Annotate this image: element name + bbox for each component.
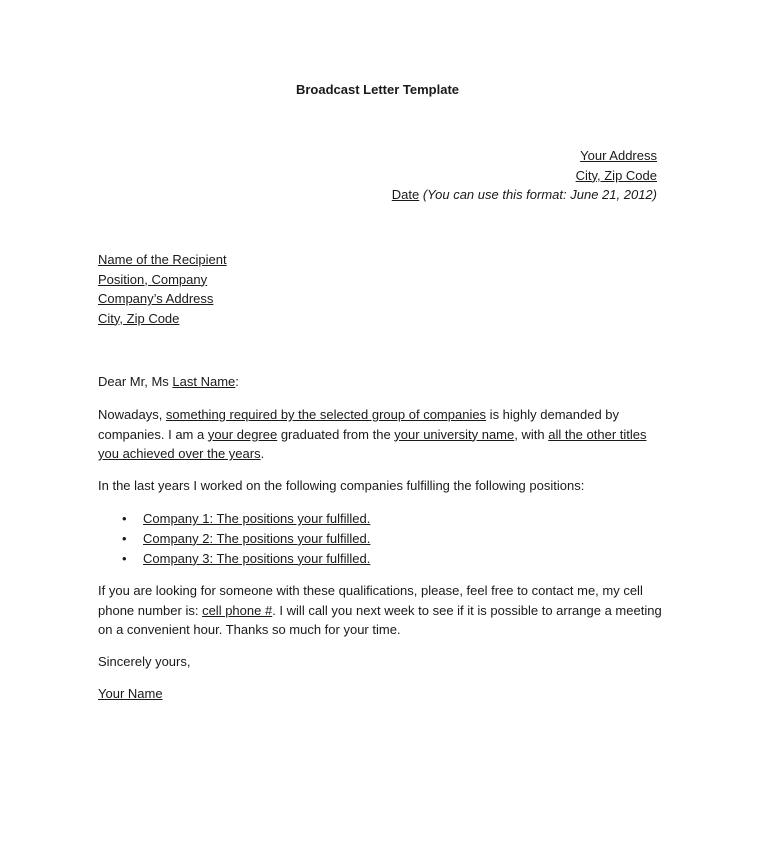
recipient-city-zip: City, Zip Code bbox=[98, 310, 180, 326]
positions-list bbox=[98, 509, 370, 569]
paragraph-intro-line-2 bbox=[98, 425, 658, 445]
salutation-last-name: Last Name bbox=[172, 374, 236, 389]
text-run: companies. I am a bbox=[98, 426, 208, 442]
recipient-company-address: Company’s Address bbox=[98, 291, 214, 306]
text-run: Nowadays, bbox=[98, 407, 166, 422]
paragraph-contact-line-3: on a convenient hour. Thanks so much for your time. bbox=[98, 622, 401, 637]
date-line bbox=[392, 185, 657, 205]
text-run: phone number is: bbox=[98, 602, 203, 618]
bullet: • bbox=[122, 511, 127, 526]
placeholder-cell-phone: cell phone # bbox=[202, 602, 273, 618]
placeholder-university: your university name bbox=[394, 426, 515, 442]
text-run: . bbox=[260, 446, 265, 461]
list-item bbox=[98, 549, 370, 569]
date-hint: (You can use this format: June 21, 2012) bbox=[419, 187, 657, 202]
text-run: graduated from the bbox=[277, 426, 395, 442]
text-run: , with bbox=[514, 426, 549, 442]
sender-city-zip: City, Zip Code bbox=[575, 167, 657, 183]
document-title: Broadcast Letter Template bbox=[295, 82, 460, 97]
text-run: is highly demanded by bbox=[486, 407, 620, 422]
paragraph-intro-line-1 bbox=[98, 405, 658, 425]
paragraph-experience: In the last years I worked on the following companies fulfilling the following positions: bbox=[98, 478, 585, 493]
salutation-suffix: : bbox=[235, 374, 239, 389]
date-label: Date bbox=[391, 187, 420, 202]
signature-name: Your Name bbox=[98, 686, 163, 701]
recipient-block bbox=[98, 250, 227, 328]
recipient-position-company: Position, Company bbox=[98, 271, 208, 287]
recipient-name: Name of the Recipient bbox=[98, 252, 227, 267]
position-entry: Company 1: The positions your fulfilled. bbox=[143, 511, 371, 526]
paragraph-contact-line-1: If you are looking for someone with these qualifications, please, feel free to contact me, my cell bbox=[98, 583, 643, 598]
position-entry: Company 3: The positions your fulfilled. bbox=[143, 550, 371, 566]
paragraph-contact-line-2 bbox=[98, 601, 662, 621]
position-entry: Company 2: The positions your fulfilled. bbox=[143, 530, 371, 546]
sender-address: Your Address bbox=[580, 148, 657, 163]
paragraph-contact bbox=[98, 581, 662, 640]
placeholder-titles: all the other titles bbox=[548, 426, 647, 442]
placeholder-degree: your degree bbox=[207, 426, 278, 442]
paragraph-intro-line-3 bbox=[98, 444, 658, 464]
text-run: . I will call you next week to see if it is possible to arrange a meeting bbox=[272, 602, 662, 618]
salutation bbox=[98, 372, 658, 392]
list-item bbox=[98, 509, 370, 529]
list-item bbox=[98, 529, 370, 549]
sender-block bbox=[392, 146, 657, 205]
closing: Sincerely yours, bbox=[98, 654, 191, 669]
bullet: • bbox=[122, 550, 127, 566]
placeholder-requirement: something required by the selected group of companies bbox=[165, 407, 487, 422]
bullet: • bbox=[122, 530, 127, 546]
salutation-prefix: Dear Mr, Ms bbox=[98, 374, 173, 389]
paragraph-intro bbox=[98, 405, 658, 464]
placeholder-titles-cont: you achieved over the years bbox=[98, 446, 261, 461]
